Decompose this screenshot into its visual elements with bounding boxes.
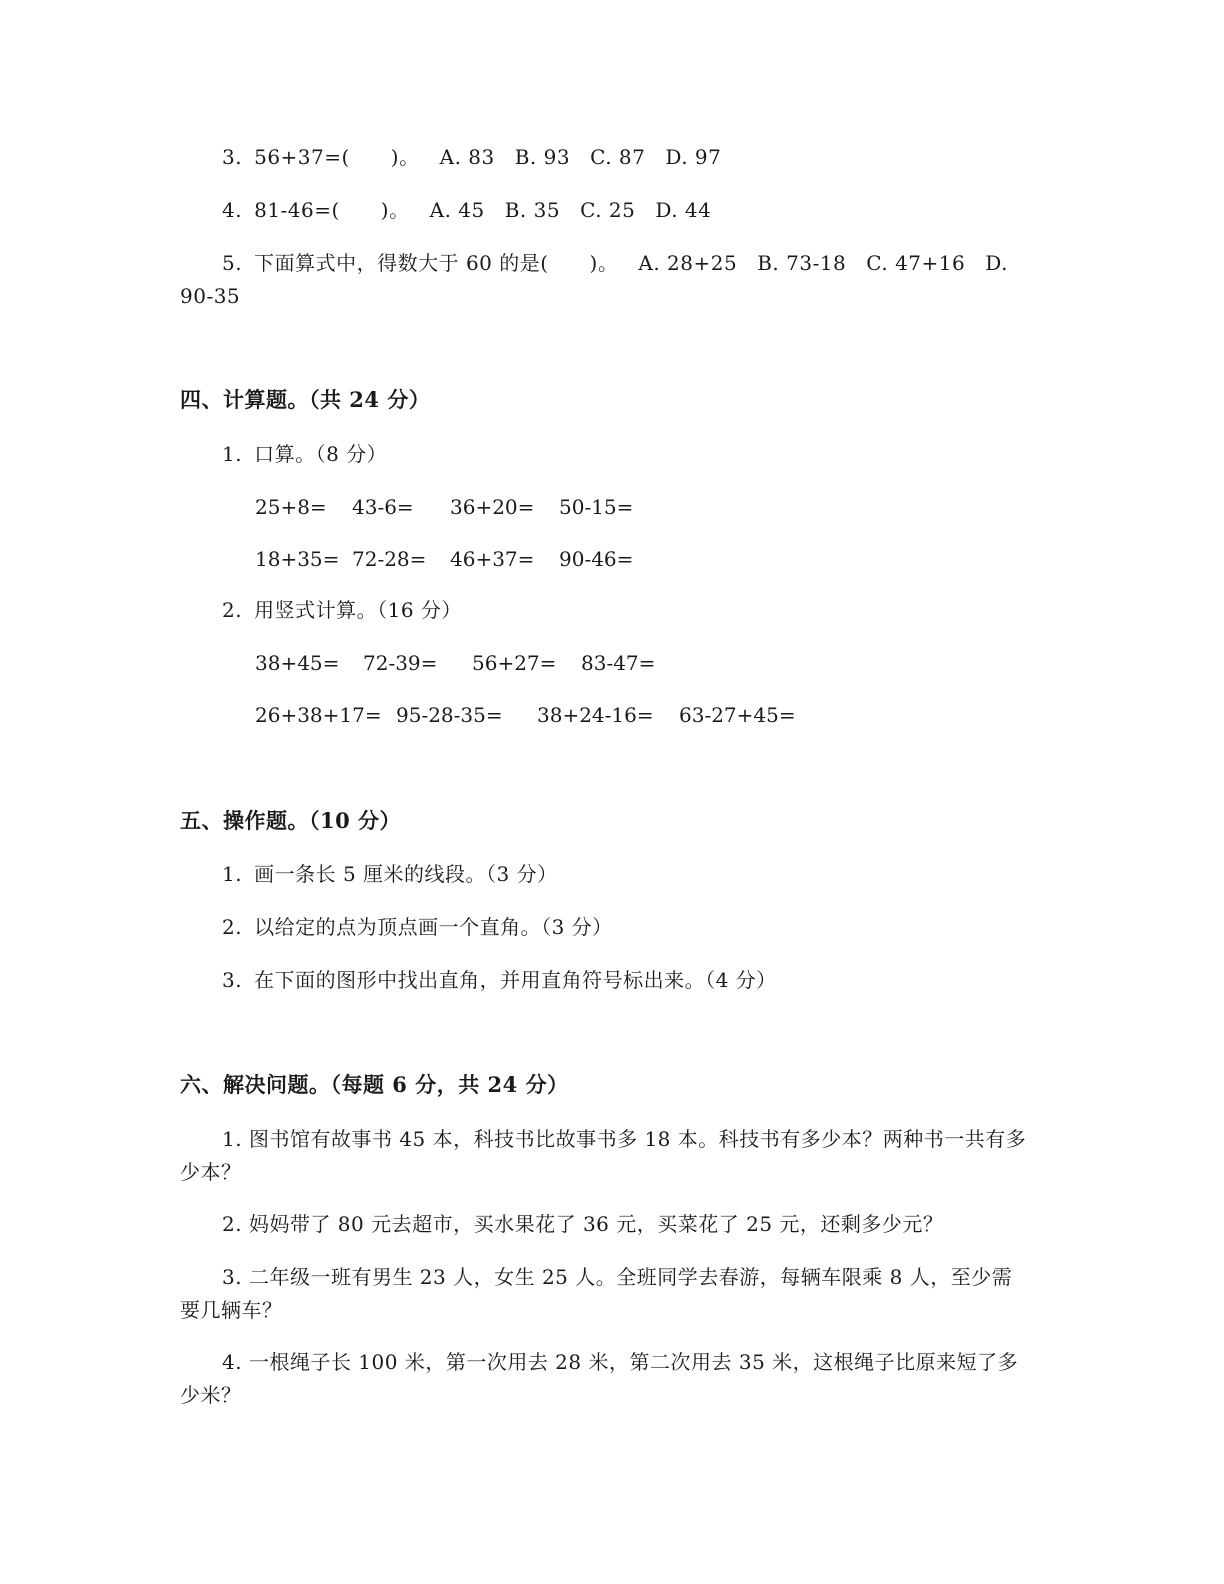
- section-4-title: 四、计算题。（共 24 分）: [180, 387, 431, 412]
- option-d: D. 97: [665, 145, 722, 169]
- calc-item: 95-28-35=: [396, 703, 503, 727]
- item-number: 2.: [222, 915, 243, 939]
- question-number: 4.: [222, 198, 243, 222]
- calc-item: 56+27=: [472, 651, 557, 675]
- calc-item: 50-15=: [559, 495, 634, 519]
- item-text: 在下面的图形中找出直角，并用直角符号标出来。（4 分）: [254, 968, 777, 992]
- part-label: 口算。（8 分）: [254, 442, 388, 466]
- item-text: 以给定的点为顶点画一个直角。（3 分）: [254, 915, 613, 939]
- word-problem-3: 3. 二年级一班有男生 23 人，女生 25 人。全班同学去春游，每辆车限乘 8 人，至少需要几辆车？: [180, 1265, 1013, 1322]
- option-a: A. 83: [439, 145, 495, 169]
- option-d: D.: [985, 251, 1008, 275]
- calc-item: 43-6=: [352, 495, 414, 519]
- question-stem: 81-46=( )。: [254, 198, 410, 222]
- calc-part-1-label: [222, 440, 387, 468]
- part-number: 2.: [222, 598, 243, 622]
- option-b: B. 35: [504, 198, 561, 222]
- calc-item: 25+8=: [255, 495, 327, 519]
- question-stem: 下面算式中，得数大于 60 的是( )。: [254, 251, 619, 275]
- word-problem-2: 2. 妈妈带了 80 元去超市，买水果花了 36 元，买菜花了 25 元，还剩多少元？: [222, 1212, 944, 1236]
- calc-item: 38+45=: [255, 651, 340, 675]
- item-number: 3.: [222, 968, 243, 992]
- calc-item: 72-39=: [363, 651, 438, 675]
- calc-item: 72-28=: [352, 547, 427, 571]
- choice-question-5-wrap: 90-35: [180, 284, 241, 308]
- calc-item: 26+38+17=: [255, 703, 382, 727]
- calc-item: 18+35=: [255, 547, 340, 571]
- calc-item: 36+20=: [450, 495, 535, 519]
- word-problem-4: 4. 一根绳子长 100 米，第一次用去 28 米，第二次用去 35 米，这根绳子比原来短了多少米？: [180, 1350, 1019, 1407]
- choice-question-3: [222, 143, 721, 171]
- option-a: A. 45: [429, 198, 485, 222]
- part-label: 用竖式计算。（16 分）: [254, 598, 462, 622]
- operation-item-3: [222, 966, 777, 994]
- choice-question-4: [222, 196, 711, 224]
- item-number: 1.: [222, 862, 243, 886]
- word-problem-1: 1. 图书馆有故事书 45 本，科技书比故事书多 18 本。科技书有多少本？两种书一共有多少本？: [180, 1127, 1027, 1184]
- calc-item: 63-27+45=: [679, 703, 796, 727]
- part-number: 1.: [222, 442, 243, 466]
- calc-item: 90-46=: [559, 547, 634, 571]
- option-a: A. 28+25: [638, 251, 738, 275]
- calc-item: 46+37=: [450, 547, 535, 571]
- operation-item-1: [222, 860, 558, 888]
- item-text: 画一条长 5 厘米的线段。（3 分）: [254, 862, 558, 886]
- option-c: C. 25: [580, 198, 636, 222]
- question-stem: 56+37=( )。: [254, 145, 420, 169]
- option-b: B. 93: [514, 145, 571, 169]
- section-6-title: 六、解决问题。（每题 6 分，共 24 分）: [180, 1072, 569, 1097]
- calc-item: 38+24-16=: [537, 703, 654, 727]
- option-c: C. 47+16: [866, 251, 966, 275]
- calc-part-2-label: [222, 596, 462, 624]
- question-number: 3.: [222, 145, 243, 169]
- question-number: 5.: [222, 251, 243, 275]
- option-b: B. 73-18: [757, 251, 847, 275]
- calc-item: 83-47=: [581, 651, 656, 675]
- choice-question-5: [222, 249, 1008, 277]
- section-5-title: 五、操作题。（10 分）: [180, 808, 402, 833]
- option-d: D. 44: [655, 198, 712, 222]
- option-c: C. 87: [590, 145, 646, 169]
- operation-item-2: [222, 913, 613, 941]
